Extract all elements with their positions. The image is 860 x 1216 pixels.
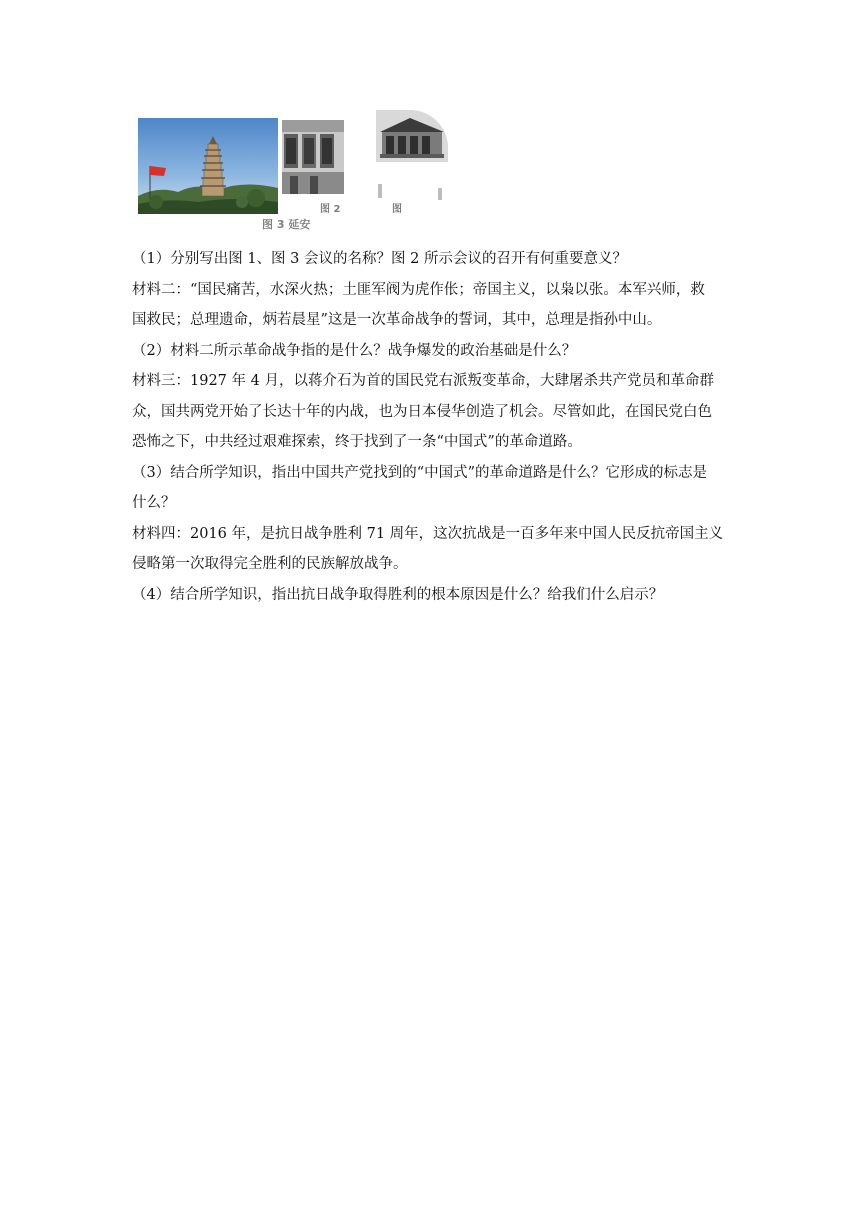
material-2-line-1: 材料二：“国民痛苦，水深火热；土匪军阀为虎作伥；帝国主义，以枭以张。本军兴师，救 [132,281,705,298]
figure-3-caption: 图 [392,204,402,215]
meeting-hall-image [372,110,450,214]
question-3-line-2: 什么？ [132,495,176,511]
material-3-line-3: 恐怖之下，中共经过艰难探索，终于找到了一条“中国式”的革命道路。 [132,434,582,450]
material-4-line-2: 侵略第一次取得完全胜利的民族解放战争。 [132,556,408,572]
material-4-line-1: 材料四：2016 年，是抗日战争胜利 71 周年，这次抗战是一百多年来中国人民反抗帝国主义 [132,525,724,542]
figure-1-caption: 图 3 延安 [262,218,311,231]
material-3-line-1: 材料三：1927 年 4 月，以蒋介石为首的国民党右派叛变革命，大肆屠杀共产党员和革命群 [132,373,714,389]
building-image [280,116,348,200]
question-4: （4）结合所学知识，指出抗日战争取得胜利的根本原因是什么？给我们什么启示？ [132,586,664,603]
pagoda-image [138,118,278,214]
question-3-line-1: （3）结合所学知识，指出中国共产党找到的“中国式”的革命道路是什么？它形成的标志是 [132,464,708,481]
figure-3-building-photo [372,110,450,214]
figure-1-pagoda-photo [138,118,278,214]
material-2-line-2: 国救民；总理遗命，炳若晨星”这是一次革命战争的誓词，其中，总理是指孙中山。 [132,312,662,328]
question-text [132,244,732,610]
figure-2-building-photo [280,116,348,200]
figure-2-caption: 图 2 [320,204,341,215]
question-1: （1）分别写出图 1、图 3 会议的名称？图 2 所示会议的召开有何重要意义？ [132,251,627,267]
material-3-line-2: 众，国共两党开始了长达十年的内战，也为日本侵华创造了机会。尽管如此，在国民党白色 [132,403,712,420]
question-2: （2）材料二所示革命战争指的是什么？战争爆发的政治基础是什么？ [132,342,577,359]
figure-strip [134,110,454,236]
